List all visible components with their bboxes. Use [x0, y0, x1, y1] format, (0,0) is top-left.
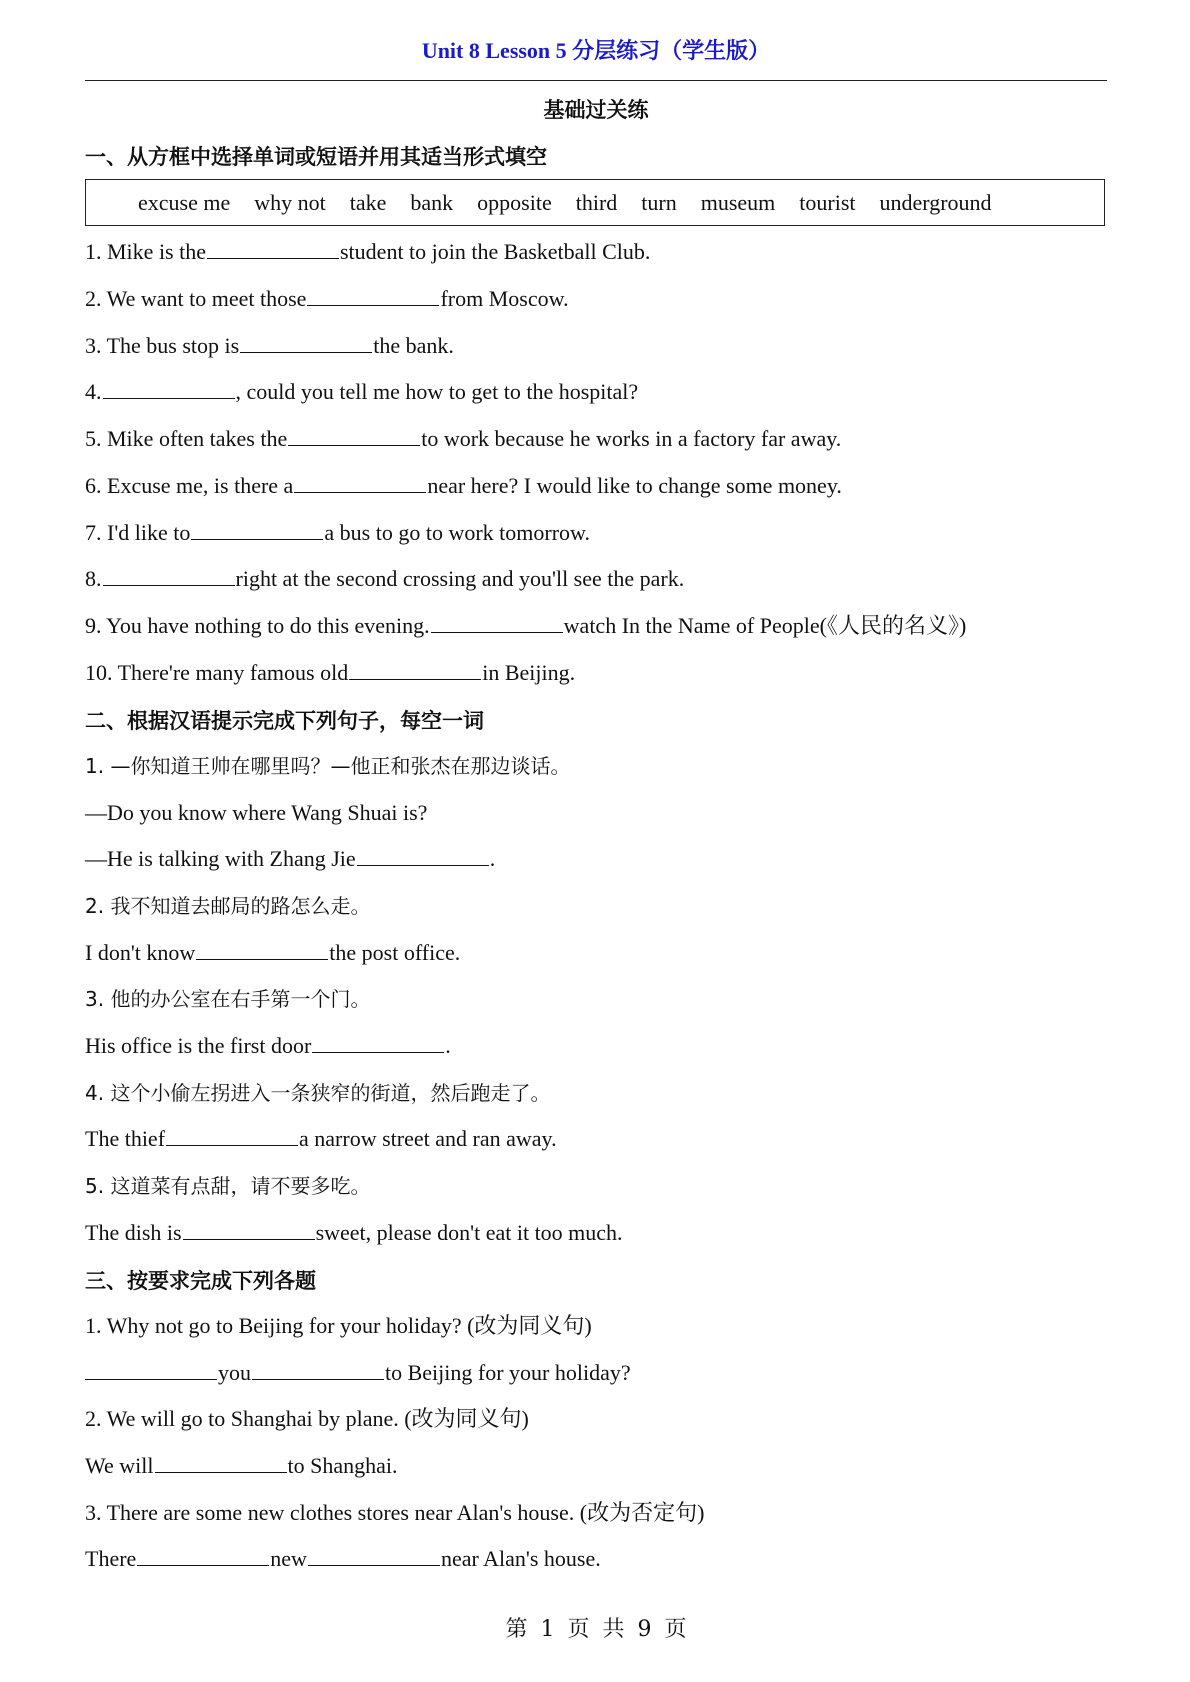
- s1-question-6: 6. Excuse me, is there a near here? I would like to change some money.: [85, 473, 842, 498]
- answer-blank[interactable]: [183, 1219, 315, 1240]
- s1-question-9: 9. You have nothing to do this evening. watch In the Name of People(《人民的名义》): [85, 613, 967, 638]
- answer-blank[interactable]: [308, 1545, 440, 1566]
- answer-blank[interactable]: [357, 845, 489, 866]
- s1-question-3: 3. The bus stop is the bank.: [85, 333, 454, 358]
- s1-question-8: 8. right at the second crossing and you'll see the park.: [85, 566, 685, 591]
- word-bank-item: third: [575, 189, 618, 215]
- s1-question-7: 7. I'd like to a bus to go to work tomorrow.: [85, 520, 591, 545]
- s3-q1-prompt: 1. Why not go to Beijing for your holiday? (改为同义句): [85, 1313, 592, 1338]
- s2-q4-english: The thief a narrow street and ran away.: [85, 1126, 557, 1151]
- s2-q2-chinese: 2. 我不知道去邮局的路怎么走。: [85, 894, 371, 918]
- s2-q1-chinese: 1. —你知道王帅在哪里吗？—他正和张杰在那边谈话。: [85, 754, 571, 778]
- s2-q4-chinese: 4. 这个小偷左拐进入一条狭窄的街道，然后跑走了。: [85, 1081, 551, 1105]
- word-bank-item: excuse me: [138, 189, 231, 215]
- word-bank-item: tourist: [799, 189, 856, 215]
- answer-blank[interactable]: [294, 472, 426, 493]
- word-bank-box: [85, 179, 1105, 226]
- s2-q5-chinese: 5. 这道菜有点甜，请不要多吃。: [85, 1174, 371, 1198]
- s2-q5-english: The dish is sweet, please don't eat it too much.: [85, 1220, 623, 1245]
- s1-question-10: 10. There're many famous old in Beijing.: [85, 660, 576, 685]
- section-2-title: 二、根据汉语提示完成下列句子，每空一词: [85, 709, 484, 733]
- section-1-title: 一、从方框中选择单词或短语并用其适当形式填空: [85, 145, 547, 169]
- answer-blank[interactable]: [240, 332, 372, 353]
- answer-blank[interactable]: [166, 1125, 298, 1146]
- header-divider: [85, 80, 1107, 81]
- s2-q2-english: I don't know the post office.: [85, 940, 461, 965]
- answer-blank[interactable]: [431, 612, 563, 633]
- s3-q1-answer: you to Beijing for your holiday?: [85, 1359, 631, 1387]
- word-bank-item: why not: [254, 189, 326, 215]
- answer-blank[interactable]: [191, 519, 323, 540]
- s3-q3-answer: There new near Alan's house.: [85, 1546, 601, 1571]
- s1-question-5: 5. Mike often takes the to work because he works in a factory far away.: [85, 426, 842, 451]
- word-bank-item: take: [349, 189, 387, 215]
- word-bank-item: bank: [410, 189, 454, 215]
- s1-question-2: 2. We want to meet those from Moscow.: [85, 286, 569, 311]
- answer-blank[interactable]: [207, 238, 339, 259]
- answer-blank[interactable]: [103, 378, 235, 399]
- s3-q2-answer: We will to Shanghai.: [85, 1453, 398, 1478]
- word-bank-item: opposite: [477, 189, 552, 215]
- answer-blank[interactable]: [137, 1545, 269, 1566]
- s2-q3-english: His office is the first door .: [85, 1033, 451, 1058]
- s2-q1-english-1: —Do you know where Wang Shuai is?: [85, 800, 428, 825]
- word-bank-item: turn: [641, 189, 677, 215]
- s1-question-1: 1. Mike is the student to join the Basketball Club.: [85, 239, 651, 264]
- word-bank-item: underground: [879, 189, 992, 215]
- section-3-title: 三、按要求完成下列各题: [85, 1269, 316, 1293]
- answer-blank[interactable]: [307, 285, 439, 306]
- s3-q2-prompt: 2. We will go to Shanghai by plane. (改为同义句): [85, 1406, 529, 1431]
- worksheet-title: Unit 8 Lesson 5 分层练习（学生版）: [421, 38, 771, 63]
- s2-q1-english-2: —He is talking with Zhang Jie .: [85, 846, 496, 871]
- answer-blank[interactable]: [155, 1452, 287, 1473]
- answer-blank[interactable]: [85, 1359, 217, 1380]
- s1-question-4: 4. , could you tell me how to get to the hospital?: [85, 379, 639, 404]
- answer-blank[interactable]: [312, 1032, 444, 1053]
- level-title: 基础过关练: [543, 98, 649, 122]
- page-number-footer: 第 1 页 共 9 页: [505, 1617, 687, 1642]
- s3-q3-prompt: 3. There are some new clothes stores near Alan's house. (改为否定句): [85, 1500, 705, 1525]
- s2-q3-chinese: 3. 他的办公室在右手第一个门。: [85, 987, 371, 1011]
- answer-blank[interactable]: [349, 659, 481, 680]
- word-bank-item: museum: [700, 189, 776, 215]
- answer-blank[interactable]: [288, 425, 420, 446]
- answer-blank[interactable]: [252, 1359, 384, 1380]
- answer-blank[interactable]: [196, 939, 328, 960]
- answer-blank[interactable]: [103, 565, 235, 586]
